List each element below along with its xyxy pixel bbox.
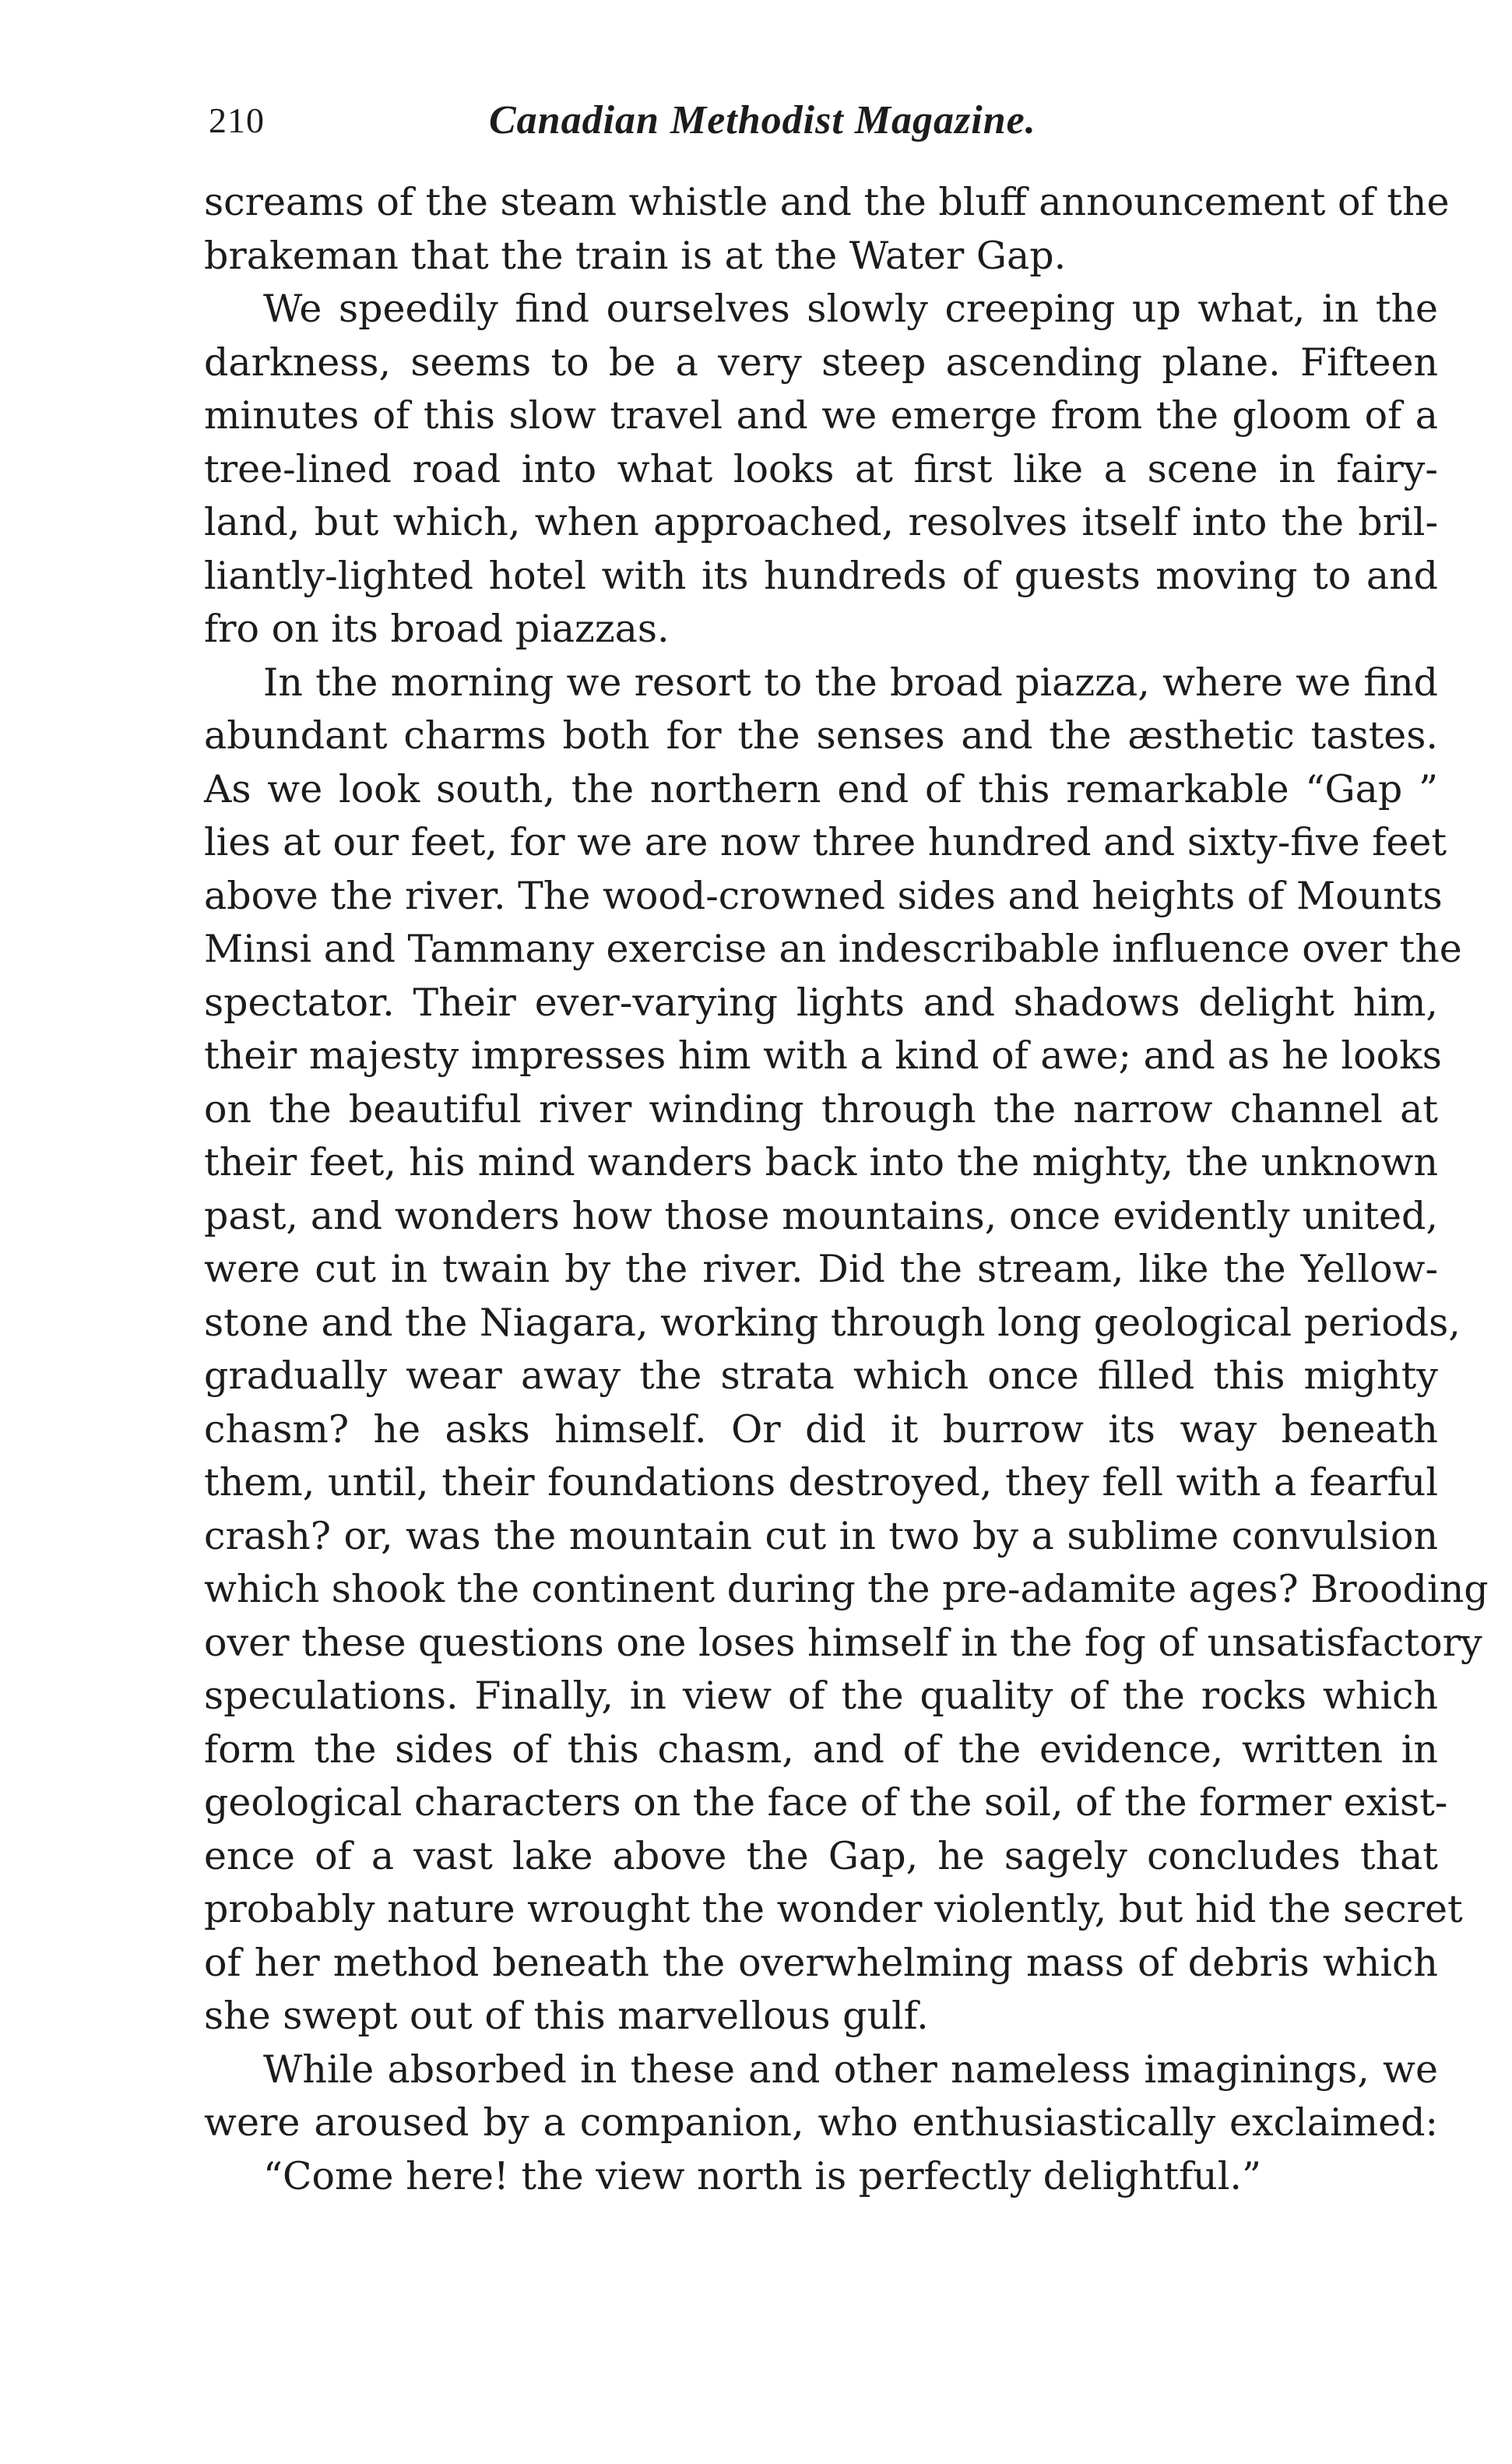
- text-line: stone and the Niagara, working through long geological periods,: [204, 1300, 1461, 1345]
- running-title: Canadian Methodist Magazine.: [489, 98, 1036, 143]
- text-line: gradually wear away the strata which once filled this mighty: [204, 1353, 1438, 1398]
- text-line: their feet, his mind wanders back into the mighty, the unknown: [204, 1140, 1438, 1184]
- page-number: 210: [209, 100, 265, 140]
- text-line: chasm? he asks himself. Or did it burrow its way beneath: [204, 1406, 1438, 1452]
- paragraph-4: [204, 2043, 1438, 2204]
- text-line: over these questions one loses himself in the fog of unsatisfactory: [204, 1620, 1482, 1665]
- text-line: probably nature wrought the wonder violently, but hid the secret: [204, 1887, 1463, 1931]
- text-line: speculations. Finally, in view of the quality of the rocks which: [204, 1674, 1438, 1718]
- text-line: land, but which, when approached, resolves itself into the bril-: [204, 500, 1438, 544]
- text-line: on the beautiful river winding through the narrow channel at: [204, 1086, 1438, 1132]
- text-line: them, until, their foundations destroyed, they fell with a fearful: [204, 1460, 1438, 1505]
- text-line: their majesty impresses him with a kind of awe; and as he looks: [204, 1033, 1442, 1078]
- text-line: As we look south, the northern end of this remarkable “Gap ”: [204, 766, 1438, 811]
- text-line: liantly-lighted hotel with its hundreds of guests moving to and: [204, 553, 1438, 598]
- text-line: “Come here! the view north is perfectly delightful.”: [263, 2153, 1262, 2198]
- text-line: form the sides of this chasm, and of the evidence, written in: [204, 1727, 1438, 1772]
- text-line: spectator. Their ever-varying lights and shadows delight him,: [204, 980, 1438, 1025]
- text-line: fro on its broad piazzas.: [204, 607, 670, 651]
- text-line: abundant charms both for the senses and the æsthetic tastes.: [204, 713, 1438, 758]
- text-line: above the river. The wood-crowned sides and heights of Mounts: [204, 873, 1443, 918]
- text-line: of her method beneath the overwhelming mass of debris which: [204, 1940, 1438, 1985]
- text-line: were cut in twain by the river. Did the stream, like the Yellow-: [204, 1247, 1438, 1291]
- text-line: We speedily find ourselves slowly creeping up what, in the: [263, 287, 1438, 331]
- text-line: geological characters on the face of the soil, of the former exist-: [204, 1780, 1448, 1825]
- text-line: While absorbed in these and other nameless imaginings, we: [263, 2047, 1438, 2092]
- text-line: ence of a vast lake above the Gap, he sagely concludes that: [204, 1833, 1438, 1878]
- text-line: which shook the continent during the pre-adamite ages? Brooding: [204, 1567, 1489, 1611]
- text-line: darkness, seems to be a very steep ascending plane. Fifteen: [204, 340, 1438, 385]
- page-header: [209, 93, 1437, 148]
- paragraph-1: [204, 176, 1450, 283]
- text-line: were aroused by a companion, who enthusiastically exclaimed:: [204, 2100, 1438, 2145]
- text-line: minutes of this slow travel and we emerge from the gloom of a: [204, 393, 1438, 438]
- text-line: crash? or, was the mountain cut in two by a sublime convulsion: [204, 1513, 1438, 1558]
- text-line: past, and wonders how those mountains, once evidently united,: [204, 1193, 1438, 1238]
- article-body: [204, 176, 1489, 2203]
- text-line: screams of the steam whistle and the bluff announcement of the: [204, 180, 1450, 224]
- text-line: Minsi and Tammany exercise an indescribable influence over the: [204, 927, 1462, 971]
- paragraph-3: [204, 656, 1489, 2043]
- paragraph-2: [204, 283, 1438, 656]
- text-line: she swept out of this marvellous gulf.: [204, 1994, 929, 2038]
- text-line: brakeman that the train is at the Water Gap.: [204, 233, 1067, 278]
- text-line: lies at our feet, for we are now three hundred and sixty-five feet: [204, 820, 1447, 864]
- text-line: tree-lined road into what looks at first like a scene in fairy-: [204, 446, 1438, 491]
- text-line: In the morning we resort to the broad piazza, where we find: [263, 660, 1438, 705]
